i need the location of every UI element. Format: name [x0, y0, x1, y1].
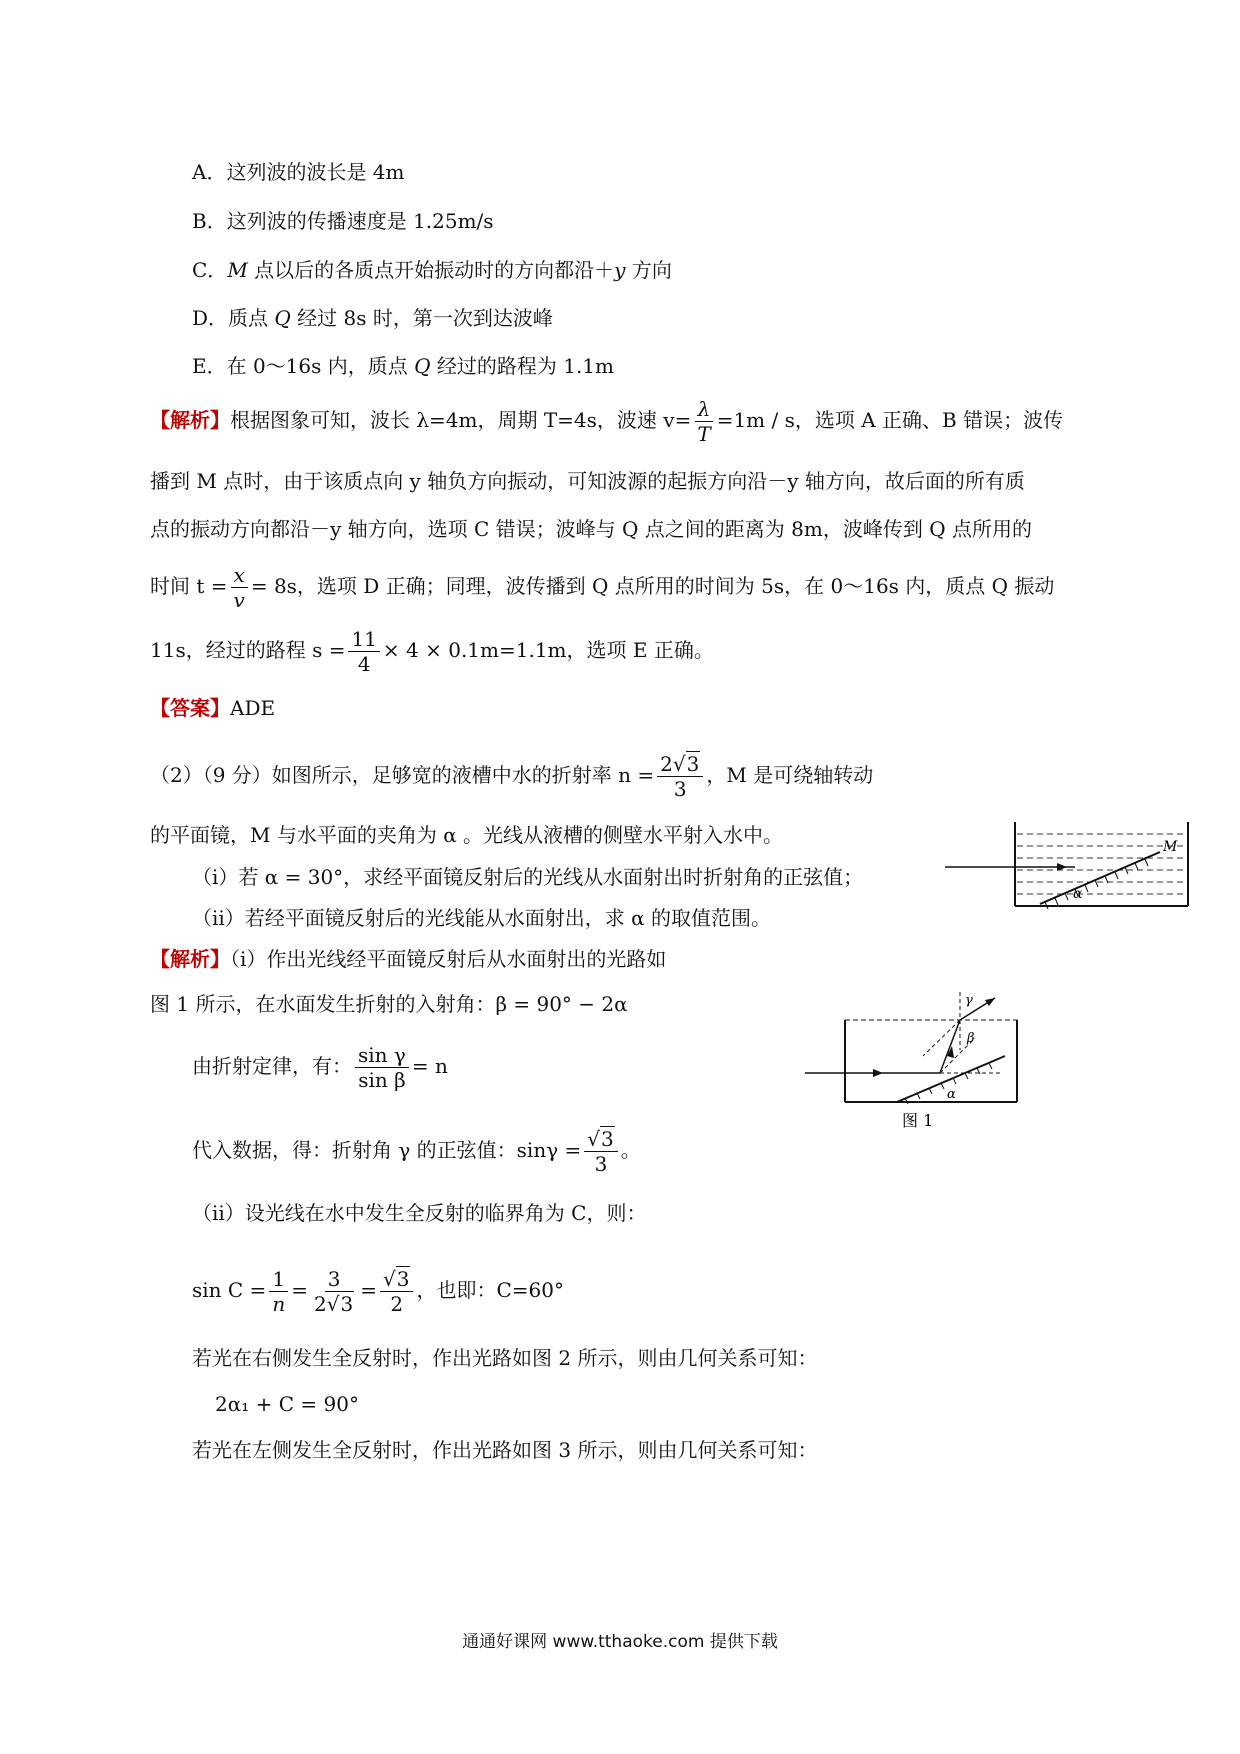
- option-d-var-q: Q: [274, 306, 291, 330]
- fraction-sqrt3-over-2: [380, 1267, 413, 1316]
- fraction-refractive-index: [657, 752, 703, 801]
- fraction-denominator: [311, 1292, 357, 1316]
- fraction-denominator: sin β: [358, 1068, 406, 1092]
- analysis2-line7: 若光在右侧发生全反射时，作出光路如图 2 所示，则由几何关系可知：: [192, 1346, 818, 1370]
- analysis2-line5: （ii）设光线在水中发生全反射的临界角为 C，则：: [192, 1201, 647, 1225]
- fraction-denominator: 2: [390, 1292, 404, 1316]
- alpha-label: α: [947, 1087, 956, 1102]
- analysis2-line9: 若光在左侧发生全反射时，作出光路如图 3 所示，则由几何关系可知：: [192, 1438, 818, 1462]
- fraction-3-over-2sqrt3: [311, 1267, 357, 1316]
- q2-l1a: （2）（9 分）如图所示，足够宽的液槽中水的折射率 n =: [150, 763, 655, 787]
- fraction-numerator: [584, 1127, 617, 1152]
- equals-sign: =: [291, 1278, 308, 1302]
- fraction-denominator: v: [233, 588, 245, 612]
- sqrt: √3: [587, 1127, 614, 1151]
- analysis1-line3: 点的振动方向都沿－y 轴方向，选项 C 错误；波峰与 Q 点之间的距离为 8m，波峰传到 Q 点所用的: [150, 517, 1032, 541]
- option-e-prefix: E．在 0～16s 内，质点: [192, 354, 415, 378]
- answer-tag: 【答案】: [150, 696, 230, 720]
- option-b: B．这列波的传播速度是 1.25m/s: [192, 209, 494, 233]
- fraction-numerator: sin γ: [355, 1043, 409, 1068]
- fraction-11-over-4: [348, 627, 379, 676]
- analysis2-l1: （i）作出光线经平面镜反射后从水面射出的光路如: [230, 947, 667, 971]
- fraction-denominator: 3: [594, 1152, 608, 1176]
- option-d-prefix: D．质点: [192, 306, 275, 330]
- tank-mirror-figure: [945, 820, 1195, 920]
- fraction-denominator: 4: [357, 652, 371, 676]
- equals-sign: =: [360, 1278, 377, 1302]
- fraction-numerator: x: [231, 563, 248, 588]
- analysis1-line5: [150, 627, 714, 676]
- option-c-mid: 点以后的各质点开始振动时的方向都沿＋: [247, 258, 615, 282]
- analysis2-l3b: = n: [411, 1054, 448, 1078]
- fraction-numerator: 1: [269, 1267, 288, 1292]
- analysis1-l1a: 根据图象可知，波长 λ=4m，周期 T=4s，波速 v=: [230, 408, 692, 432]
- analysis1-l5b: × 4 × 0.1m=1.1m，选项 E 正确。: [382, 638, 714, 662]
- analysis-tag: 【解析】: [150, 408, 230, 432]
- answer-text: ADE: [230, 696, 276, 720]
- reflected-ray: [940, 1020, 960, 1073]
- q2-l1b: ，M 是可绕轴转动: [706, 763, 874, 787]
- analysis1-line2: 播到 M 点时，由于该质点向 y 轴负方向振动，可知波源的起振方向沿－y 轴方向，故后面的所有质: [150, 469, 1025, 493]
- radicand: 3: [601, 1127, 614, 1151]
- analysis1-l4b: = 8s，选项 D 正确；同理，波传播到 Q 点所用的时间为 5s，在 0～16s 内，质点 Q 振动: [250, 574, 1055, 598]
- fraction-numerator: λ: [695, 397, 714, 422]
- q2-line2: 的平面镜，M 与水平面的夹角为 α 。光线从液槽的侧壁水平射入水中。: [150, 823, 784, 847]
- coef: 2: [660, 752, 673, 776]
- figure-1-caption: 图 1: [902, 1111, 934, 1130]
- fraction-denominator: 3: [673, 777, 687, 801]
- analysis2-l6a: sin C =: [192, 1278, 267, 1302]
- option-c-var-m: M: [227, 258, 248, 282]
- analysis1-line4: [150, 563, 1054, 612]
- analysis1-l5a: 11s，经过的路程 s =: [150, 638, 346, 662]
- analysis2-l3a: 由折射定律，有：: [192, 1054, 352, 1078]
- gamma-label: γ: [965, 993, 973, 1008]
- fraction-numerator: [657, 752, 703, 777]
- answer1: [150, 694, 275, 722]
- analysis2-line1: [150, 945, 666, 973]
- analysis2-line2: 图 1 所示，在水面发生折射的入射角：β = 90° − 2α: [150, 992, 628, 1016]
- dashed-reflection: [923, 1020, 960, 1056]
- analysis2-l4b: 。: [620, 1138, 641, 1162]
- fraction-numerator: 11: [348, 627, 379, 652]
- analysis2-line6: [192, 1267, 564, 1316]
- option-e: [192, 352, 614, 380]
- q2-line3: （i）若 α = 30°，求经平面镜反射后的光线从水面射出时折射角的正弦值；: [192, 865, 864, 889]
- option-c: [192, 256, 672, 284]
- option-e-post: 经过的路程为 1.1m: [430, 354, 615, 378]
- beta-label: β: [967, 1031, 975, 1046]
- radicand: 3: [396, 1267, 410, 1291]
- option-c-prefix: C．: [192, 258, 228, 282]
- analysis2-l4a: 代入数据，得：折射角 γ 的正弦值：sinγ =: [192, 1138, 582, 1162]
- fraction-denominator: T: [697, 422, 711, 446]
- fraction-lambda-over-t: [694, 397, 713, 446]
- arrow-head-icon: [873, 1069, 883, 1077]
- sqrt: √3: [326, 1292, 354, 1316]
- mirror-line: [1040, 852, 1160, 904]
- figure-1: [805, 990, 1025, 1140]
- arrow-head-icon: [985, 998, 995, 1006]
- fraction-denominator: n: [272, 1292, 286, 1316]
- sqrt: √3: [382, 1267, 410, 1291]
- mirror-label: M: [1163, 839, 1178, 855]
- fraction-x-over-v: [231, 563, 248, 612]
- analysis-tag: 【解析】: [150, 947, 230, 971]
- option-d-post: 经过 8s 时，第一次到达波峰: [290, 306, 553, 330]
- option-c-var-y: y: [614, 258, 626, 282]
- water-lines: [1017, 834, 1186, 894]
- option-d: [192, 304, 553, 332]
- option-c-post: 方向: [625, 258, 672, 282]
- option-a: A．这列波的波长是 4m: [192, 160, 405, 184]
- analysis1-l1b: =1m / s，选项 A 正确、B 错误；波传: [716, 408, 1064, 432]
- analysis2-line3: [192, 1043, 448, 1092]
- q2-line1: [150, 752, 873, 801]
- analysis2-line8: 2α₁ + C = 90°: [215, 1392, 359, 1416]
- fraction-numerator: 3: [325, 1267, 344, 1292]
- fraction-sqrt3-over-3: [584, 1127, 617, 1176]
- fraction-numerator: [380, 1267, 413, 1292]
- fraction-snell: [355, 1043, 409, 1092]
- q2-line4: （ii）若经平面镜反射后的光线能从水面射出，求 α 的取值范围。: [192, 906, 772, 930]
- option-e-var-q: Q: [414, 354, 431, 378]
- analysis2-line4: [192, 1127, 641, 1176]
- sqrt: √3: [672, 752, 700, 776]
- coef: 2: [313, 1292, 327, 1316]
- radicand: 3: [686, 752, 700, 776]
- radicand: 3: [340, 1292, 354, 1316]
- analysis1-line1: [150, 397, 1063, 446]
- fraction-1-over-n: [269, 1267, 288, 1316]
- analysis2-l6b: ，也即：C=60°: [416, 1278, 564, 1302]
- alpha-label: α: [1073, 886, 1083, 902]
- page-footer: 通通好课网 www.tthaoke.com 提供下载: [462, 1632, 778, 1652]
- analysis1-l4a: 时间 t =: [150, 574, 228, 598]
